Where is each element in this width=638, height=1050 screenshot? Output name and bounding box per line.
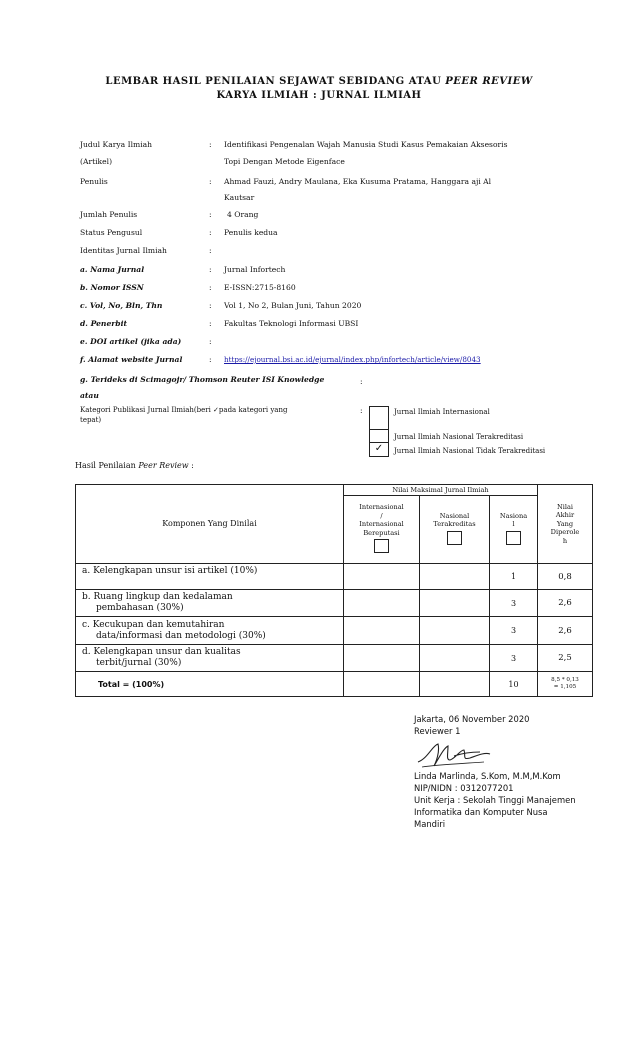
intl-header-line: Internasional xyxy=(359,520,404,529)
penerbit-label: d. Penerbit xyxy=(80,319,127,328)
intl-header-line: Bereputasi xyxy=(363,528,400,537)
checkbox-nasional-tidak-terakreditasi[interactable] xyxy=(369,442,389,457)
nasional-cell: 1 xyxy=(490,564,538,590)
table-row xyxy=(76,564,593,590)
komponen-cell xyxy=(76,590,344,617)
title-peer-review: PEER REVIEW xyxy=(445,76,533,87)
internasional-cell xyxy=(344,617,420,645)
nasional-cell: 3 xyxy=(490,617,538,645)
komponen-text: data/informasi dan metodologi (30%) xyxy=(96,630,266,641)
doi-label: e. DOI artikel (jika ada) xyxy=(80,337,182,346)
colon: : xyxy=(209,355,212,364)
colon: : xyxy=(209,301,212,310)
score-table xyxy=(75,484,593,697)
alamat-label: f. Alamat website Jurnal xyxy=(80,355,183,364)
page-title xyxy=(0,76,638,87)
nilai-akhir-cell: 2,6 xyxy=(538,617,593,645)
internasional-checkbox[interactable] xyxy=(374,539,389,553)
category-nasional-tidak-terakreditasi: Jurnal Ilmiah Nasional Tidak Terakreditasi xyxy=(394,447,546,455)
page-subtitle: KARYA ILMIAH : JURNAL ILMIAH xyxy=(216,90,422,101)
nama-jurnal-label: a. Nama Jurnal xyxy=(80,265,145,274)
nasional-terakreditasi-cell xyxy=(420,590,490,617)
hasil-prefix: Hasil Penilaian xyxy=(75,461,139,470)
akhir-header-line: Yang xyxy=(556,519,574,528)
komponen-text: c. Kecukupan dan kemutahiran xyxy=(82,619,225,630)
nasional-checkbox[interactable] xyxy=(506,531,521,545)
hasil-suffix: : xyxy=(188,461,194,470)
category-internasional: Jurnal Ilmiah Internasional xyxy=(394,408,490,416)
issn-label: b. Nomor ISSN xyxy=(80,283,144,292)
internasional-cell xyxy=(344,590,420,617)
hasil-peer-review: Peer Review xyxy=(138,461,189,470)
penerbit-value: Fakultas Teknologi Informasi UBSI xyxy=(224,319,359,328)
nasional-terakreditasi-cell xyxy=(420,564,490,590)
vol-value: Vol 1, No 2, Bulan Juni, Tahun 2020 xyxy=(224,301,362,310)
colon: : xyxy=(209,246,212,255)
checkbox-nasional-terakreditasi[interactable] xyxy=(369,429,389,443)
hasil-heading xyxy=(75,461,194,470)
nas-terak-header-line: Terakreditas xyxy=(433,520,476,529)
nas-header-line: Nasiona xyxy=(499,511,528,520)
nasional-terakreditasi-cell xyxy=(420,617,490,645)
signature-image xyxy=(414,738,494,770)
internasional-cell xyxy=(344,564,420,590)
reviewer-unit-2: Informatika dan Komputer Nusa xyxy=(414,807,548,817)
akhir-header-line: Akhir xyxy=(555,511,575,520)
colon: : xyxy=(360,377,363,386)
nilai-akhir-header xyxy=(538,485,593,564)
title-line1: LEMBAR HASIL PENILAIAN SEJAWAT SEBIDANG ATAU xyxy=(105,76,446,87)
identitas-label: Identitas Jurnal Ilmiah xyxy=(80,246,167,255)
nas-header-line: l xyxy=(512,520,515,529)
table-row xyxy=(76,645,593,672)
akhir-header-line: Nilai xyxy=(556,502,574,511)
nasional-header xyxy=(490,496,538,564)
komponen-text: a. Kelengkapan unsur isi artikel (10%) xyxy=(82,566,258,576)
checkmark-icon: ✓ xyxy=(374,443,384,454)
nama-jurnal-value: Jurnal Infortech xyxy=(224,265,286,274)
intl-header-line: Internasional xyxy=(359,503,404,512)
colon: : xyxy=(209,210,212,219)
komponen-text: d. Kelengkapan unsur dan kualitas xyxy=(82,647,241,657)
total-label: Total = (100%) xyxy=(76,672,344,697)
komponen-text: terbit/jurnal (30%) xyxy=(96,658,182,668)
nas-terak-header-line: Nasional xyxy=(439,511,470,520)
reviewer-unit: Unit Kerja : Sekolah Tinggi Manajemen xyxy=(414,795,576,805)
colon: : xyxy=(209,319,212,328)
vol-label: c. Vol, No, Bln, Thn xyxy=(80,301,163,310)
issn-value: E-ISSN:2715-8160 xyxy=(224,283,296,292)
colon: : xyxy=(209,177,212,186)
colon: : xyxy=(360,406,363,415)
judul-label: Judul Karya Ilmiah xyxy=(80,140,153,149)
reviewer-nip: NIP/NIDN : 0312077201 xyxy=(414,783,514,793)
jumlah-label: Jumlah Penulis xyxy=(80,210,138,219)
penulis-label: Penulis xyxy=(80,177,108,186)
checkbox-internasional[interactable] xyxy=(369,406,389,430)
akhir-header-line: h xyxy=(562,536,568,545)
nasional-terakreditasi-cell xyxy=(420,645,490,672)
colon: : xyxy=(209,265,212,274)
komponen-cell xyxy=(76,564,344,590)
nasional-terakreditasi-checkbox[interactable] xyxy=(447,531,462,545)
komponen-cell xyxy=(76,617,344,645)
category-nasional-terakreditasi: Jurnal Ilmiah Nasional Terakreditasi xyxy=(394,433,524,441)
internasional-cell xyxy=(344,672,420,697)
judul-value-2: Topi Dengan Metode Eigenface xyxy=(224,157,345,166)
kategori-label-2: tepat) xyxy=(80,416,102,424)
nasional-terakreditasi-header xyxy=(420,496,490,564)
nasional-cell: 3 xyxy=(490,645,538,672)
terindeks-label-atau: atau xyxy=(80,391,99,400)
reviewer-unit-3: Mandiri xyxy=(414,819,446,829)
judul-label-artikel: (Artikel) xyxy=(80,157,113,166)
judul-value: Identifikasi Pengenalan Wajah Manusia Studi Kasus Pemakaian Aksesoris xyxy=(224,140,508,149)
komponen-header: Komponen Yang Dinilai xyxy=(76,485,344,564)
alamat-link[interactable]: https://ejournal.bsi.ac.id/ejurnal/index.php/infortech/article/view/8043 xyxy=(224,355,481,364)
penulis-value-2: Kautsar xyxy=(224,193,255,202)
nilai-akhir-cell: 2,6 xyxy=(538,590,593,617)
nilai-akhir-cell: 2,5 xyxy=(538,645,593,672)
total-akhir-line: 8,5 * 0,13 xyxy=(551,677,579,683)
jumlah-value: 4 Orang xyxy=(227,210,259,219)
reviewer-label: Reviewer 1 xyxy=(414,726,461,736)
nilai-maksimal-header: Nilai Maksimal Jurnal Ilmiah xyxy=(344,485,538,496)
colon: : xyxy=(209,283,212,292)
penulis-value: Ahmad Fauzi, Andry Maulana, Eka Kusuma Pratama, Hanggara aji Al xyxy=(224,177,492,186)
akhir-header-line: Diperole xyxy=(550,528,580,537)
table-row xyxy=(76,617,593,645)
total-akhir-line: = 1,105 xyxy=(553,684,577,690)
total-akhir xyxy=(538,672,593,697)
nasional-terakreditasi-cell xyxy=(420,672,490,697)
nasional-cell: 3 xyxy=(490,590,538,617)
komponen-text: b. Ruang lingkup dan kedalaman xyxy=(82,592,233,602)
reviewer-name: Linda Marlinda, S.Kom, M.M,M.Kom xyxy=(414,771,561,781)
colon: : xyxy=(209,337,212,346)
internasional-header xyxy=(344,496,420,564)
colon: : xyxy=(209,140,212,149)
status-value: Penulis kedua xyxy=(224,228,278,237)
nilai-akhir-cell: 0,8 xyxy=(538,564,593,590)
total-row xyxy=(76,672,593,697)
table-row xyxy=(76,590,593,617)
colon: : xyxy=(209,228,212,237)
terindeks-label: g. Terideks di Scimagojr/ Thomson Reuter ISI Knowledge xyxy=(80,375,325,384)
komponen-text: pembahasan (30%) xyxy=(96,603,184,613)
total-nasional: 10 xyxy=(490,672,538,697)
status-label: Status Pengusul xyxy=(80,228,143,237)
intl-header-line: / xyxy=(380,511,383,520)
place-date: Jakarta, 06 November 2020 xyxy=(414,714,530,724)
internasional-cell xyxy=(344,645,420,672)
kategori-label: Kategori Publikasi Jurnal Ilmiah(beri ✓pada kategori yang xyxy=(80,406,288,414)
komponen-cell xyxy=(76,645,344,672)
